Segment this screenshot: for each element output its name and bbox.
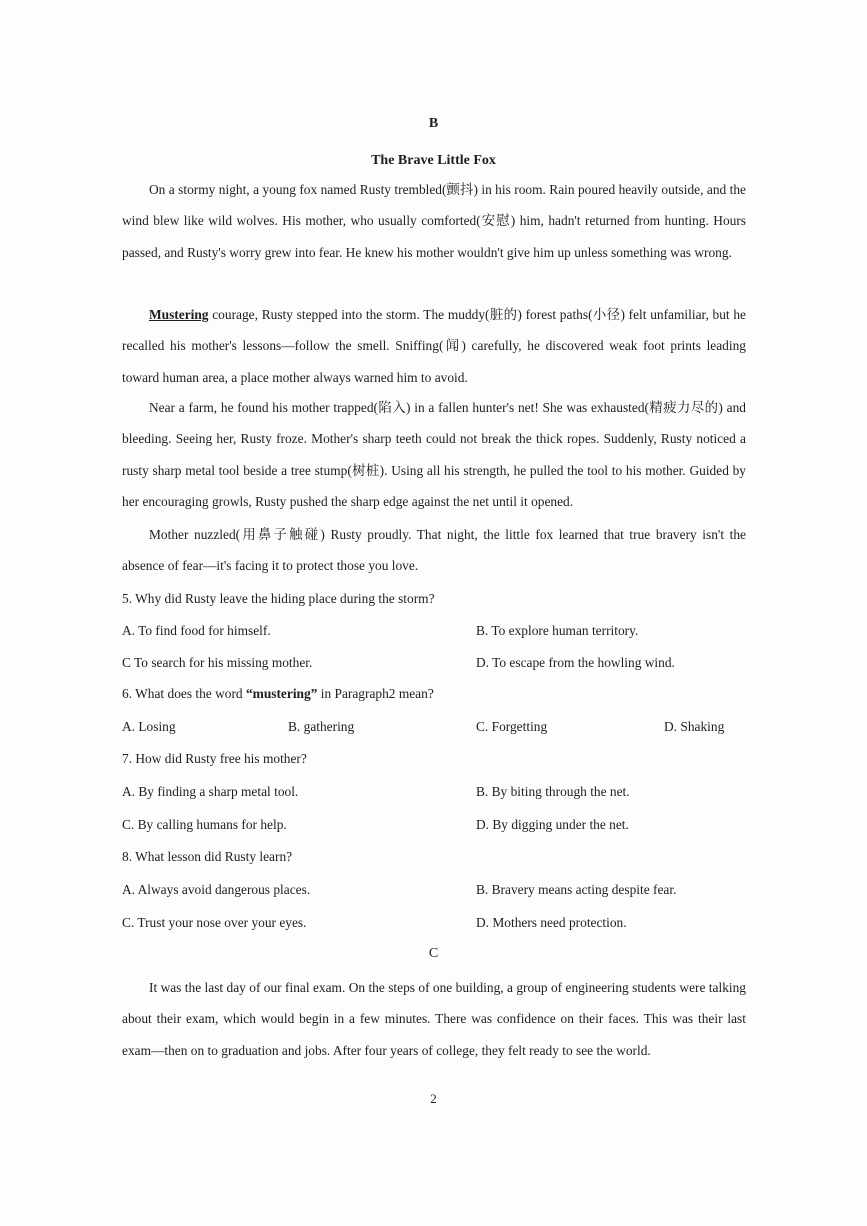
- q8-option-b[interactable]: B. Bravery means acting despite fear.: [476, 882, 677, 897]
- paragraph-2: [122, 299, 746, 393]
- passage-title: The Brave Little Fox: [371, 153, 496, 168]
- q5-option-c[interactable]: C To search for his missing mother.: [122, 655, 313, 670]
- section-c-heading: C: [428, 946, 439, 961]
- page-number: 2: [430, 1091, 437, 1106]
- q8-option-a[interactable]: A. Always avoid dangerous places.: [122, 882, 311, 897]
- section-b-heading: B: [428, 116, 439, 131]
- paragraph-4: Mother nuzzled(用鼻子触碰) Rusty proudly. That night, the little fox learned that true bravery isn't the absence of fear—it's facing it to protect those you love.: [122, 527, 746, 574]
- q5-option-a[interactable]: A. To find food for himself.: [122, 623, 271, 638]
- q5-option-b[interactable]: B. To explore human territory.: [476, 623, 639, 638]
- question-6: 6. What does the word “mustering” in Paragraph2 mean?: [122, 686, 434, 701]
- question-7: 7. How did Rusty free his mother?: [122, 751, 307, 766]
- question-8: 8. What lesson did Rusty learn?: [122, 849, 293, 864]
- q7-option-a[interactable]: A. By finding a sharp metal tool.: [122, 784, 299, 799]
- q8-option-d[interactable]: D. Mothers need protection.: [476, 915, 627, 930]
- q7-option-d[interactable]: D. By digging under the net.: [476, 817, 629, 832]
- q6-option-d[interactable]: D. Shaking: [664, 719, 725, 734]
- paragraph-1: On a stormy night, a young fox named Rusty trembled(颤抖) in his room. Rain poured heavily outside, and the wind blew like wild wolves. His mother, who usually comforted(安慰) him, hadn't returned from hunting. Hours passed, and Rusty's worry grew into fear. He knew his mother wouldn't give him up unless something was wrong.: [122, 182, 746, 260]
- q6-option-b[interactable]: B. gathering: [288, 719, 355, 734]
- question-5: 5. Why did Rusty leave the hiding place during the storm?: [122, 591, 435, 606]
- q5-option-d[interactable]: D. To escape from the howling wind.: [476, 655, 675, 670]
- q8-option-c[interactable]: C. Trust your nose over your eyes.: [122, 915, 307, 930]
- q7-option-b[interactable]: B. By biting through the net.: [476, 784, 630, 799]
- paragraph-2-text: courage, Rusty stepped into the storm. The muddy(脏的) forest paths(小径) felt unfamiliar, but he recalled his mother's lessons—follow the smell. Sniffing(闻) carefully, he discovered weak foot prints leading toward human area, a place mother always warned him to avoid.: [122, 307, 746, 385]
- q6-option-a[interactable]: A. Losing: [122, 719, 176, 734]
- q6-option-c[interactable]: C. Forgetting: [476, 719, 548, 734]
- underlined-keyword: Mustering: [149, 307, 209, 322]
- paragraph-3: Near a farm, he found his mother trapped(陷入) in a fallen hunter's net! She was exhausted(精疲力尽的) and bleeding. Seeing her, Rusty froze. Mother's sharp teeth could not break the thick ropes. Suddenly, Rusty noticed a rusty sharp metal tool beside a tree stump(树桩). Using all his strength, he pulled the tool to his mother. Guided by her encouraging growls, Rusty pushed the sharp edge against the net until it opened.: [122, 400, 746, 509]
- keyword-mustering: “mustering”: [245, 686, 318, 701]
- q7-option-c[interactable]: C. By calling humans for help.: [122, 817, 287, 832]
- section-c-paragraph-1: It was the last day of our final exam. On the steps of one building, a group of engineering students were talking about their exam, which would begin in a few minutes. There was confidence on their faces. This was their last exam—then on to graduation and jobs. After four years of college, they felt ready to see the world.: [122, 980, 746, 1058]
